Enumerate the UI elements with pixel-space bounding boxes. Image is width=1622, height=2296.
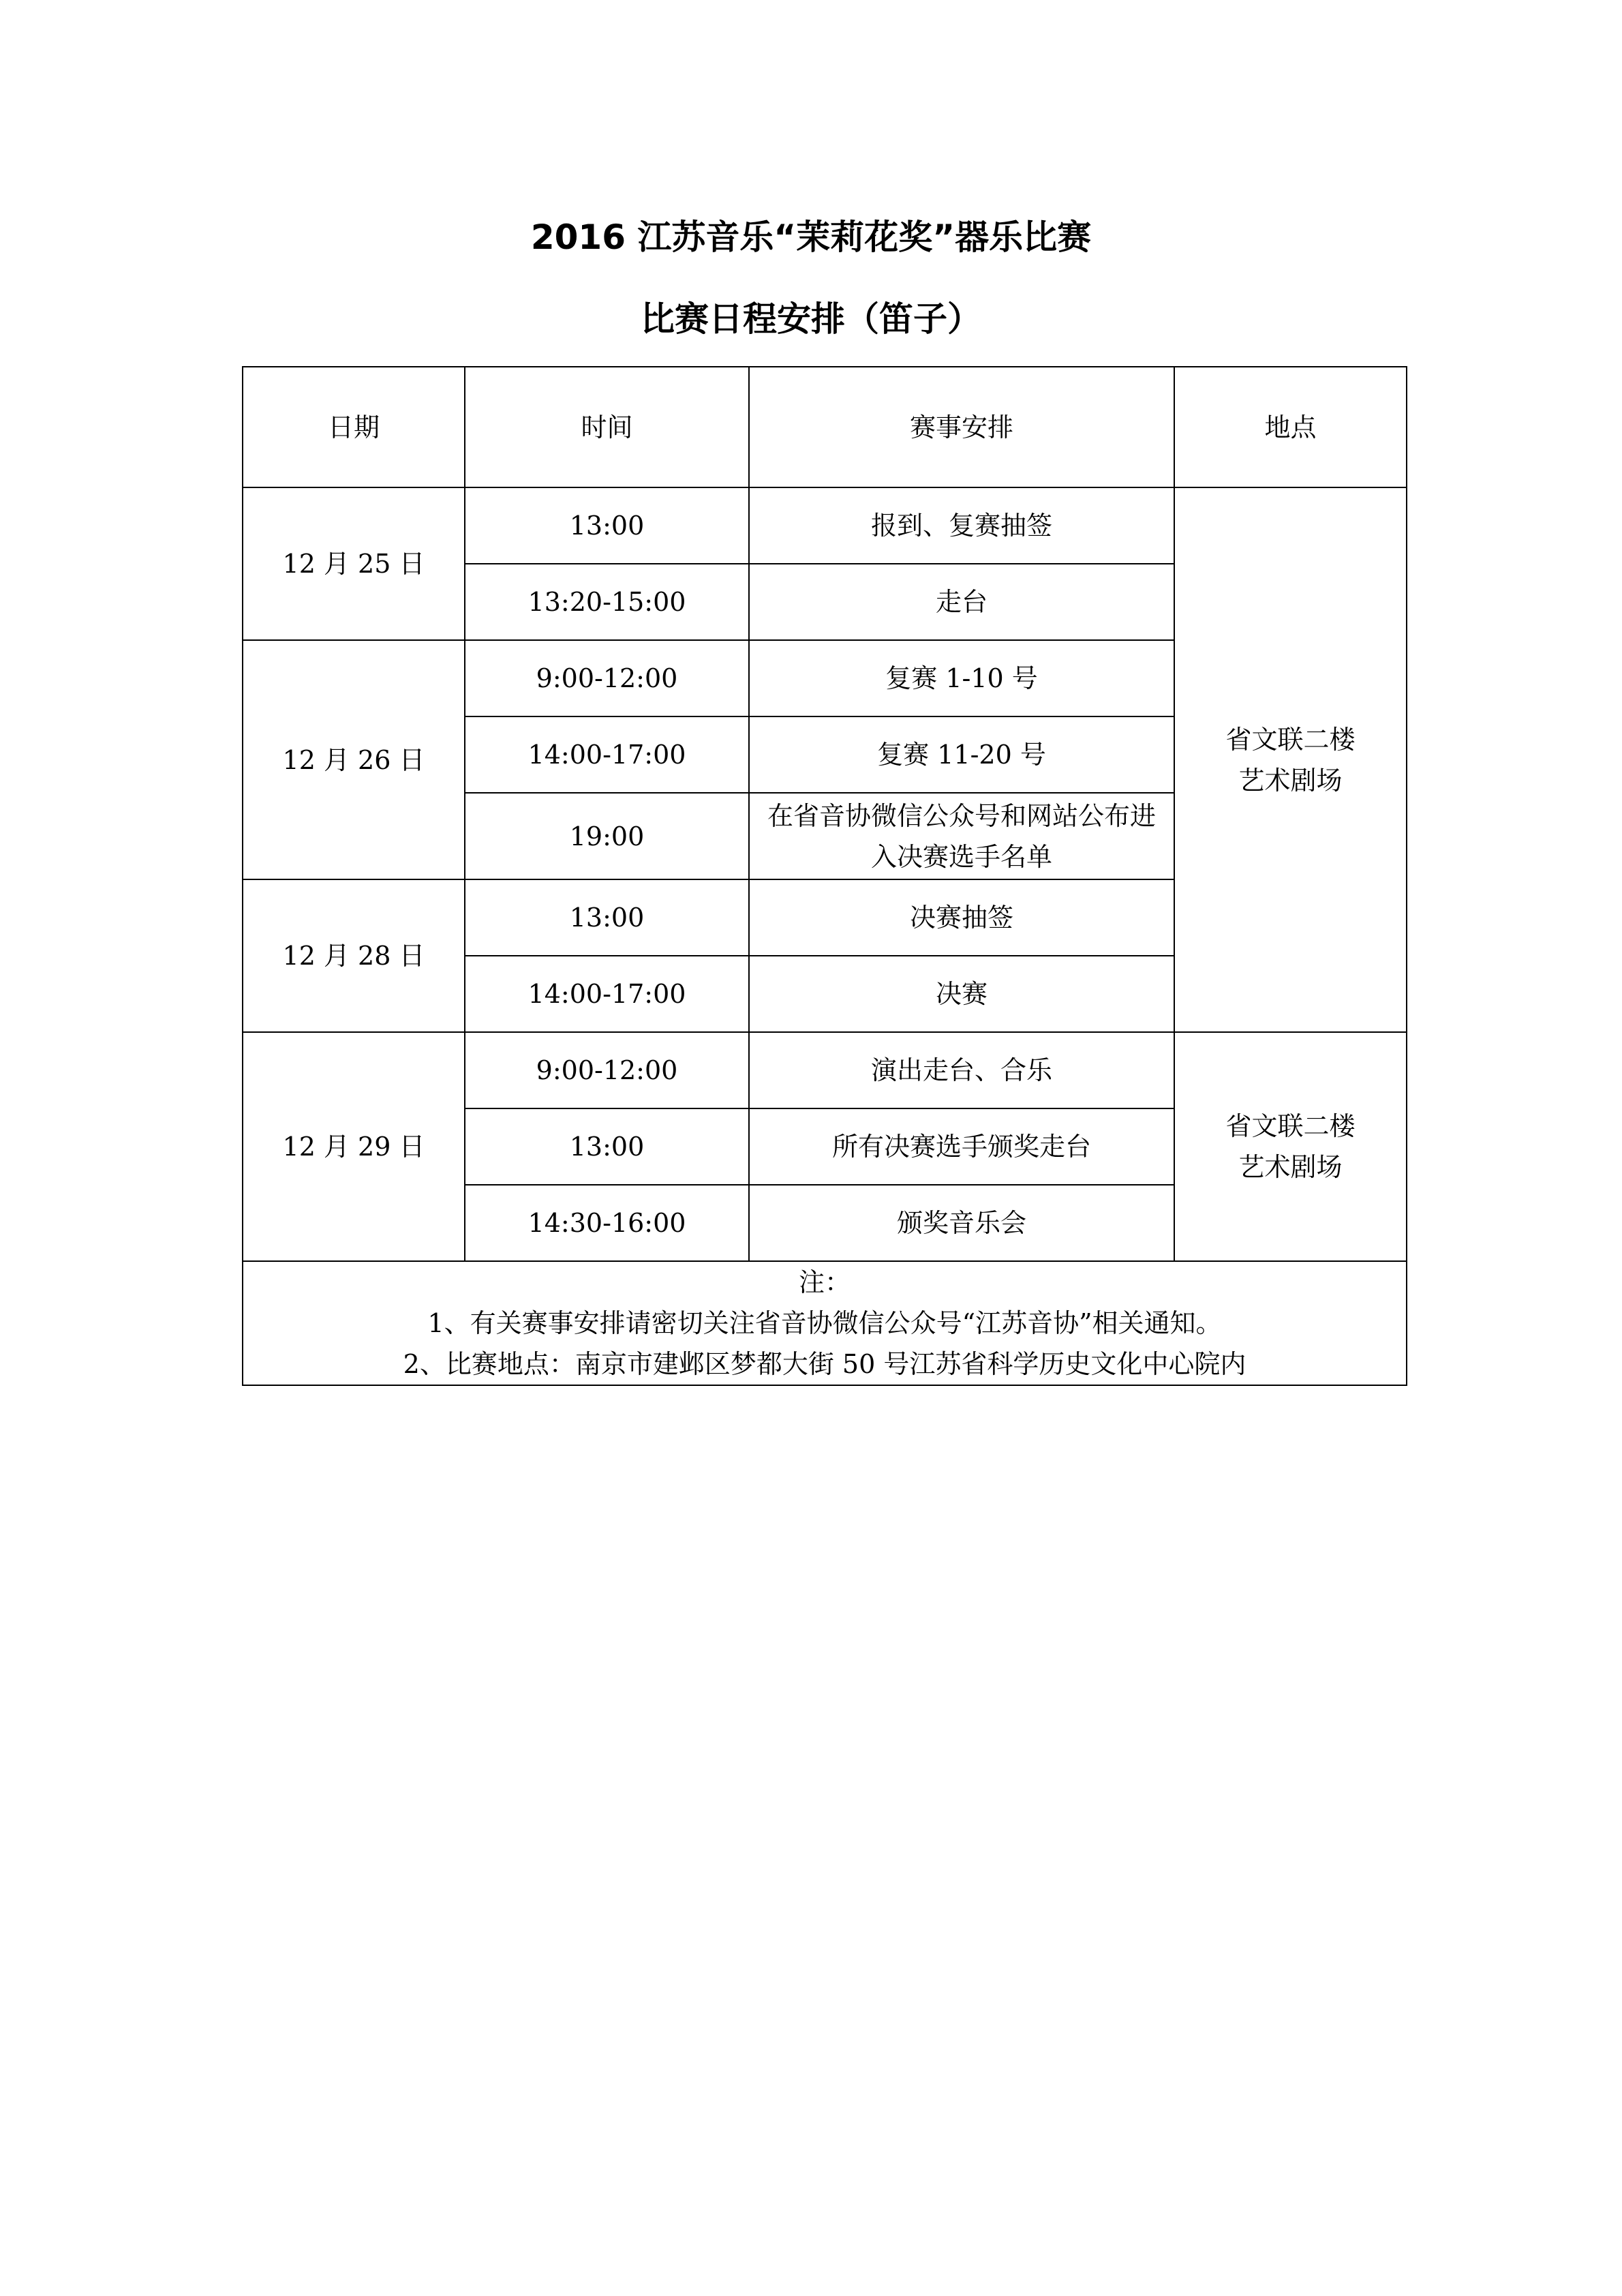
event-cell: 在省音协微信公众号和网站公布进入决赛选手名单 — [749, 793, 1174, 879]
time-cell: 9:00-12:00 — [465, 640, 749, 716]
note-item: 1、有关赛事安排请密切关注省音协微信公众号“江苏音协”相关通知。 — [427, 1308, 1222, 1338]
place-line: 省文联二楼 — [1225, 1111, 1356, 1141]
event-cell: 复赛 1-10 号 — [749, 640, 1174, 716]
event-cell: 演出走台、合乐 — [749, 1032, 1174, 1108]
event-cell: 决赛 — [749, 956, 1174, 1032]
time-cell: 13:20-15:00 — [465, 564, 749, 640]
event-cell: 颁奖音乐会 — [749, 1185, 1174, 1261]
page-title: 2016 江苏音乐“茉莉花奖”器乐比赛 — [530, 217, 1092, 257]
time-cell: 13:00 — [465, 879, 749, 956]
page-subtitle: 比赛日程安排（笛子） — [641, 299, 981, 339]
time-cell: 14:00-17:00 — [465, 956, 749, 1032]
place-line: 艺术剧场 — [1238, 765, 1343, 796]
place-line: 艺术剧场 — [1238, 1152, 1343, 1182]
schedule-table — [242, 366, 1407, 1386]
header-time: 时间 — [465, 367, 749, 487]
time-cell: 9:00-12:00 — [465, 1032, 749, 1108]
time-cell: 13:00 — [465, 487, 749, 564]
event-cell: 走台 — [749, 564, 1174, 640]
time-cell: 14:30-16:00 — [465, 1185, 749, 1261]
note-item: 2、比赛地点：南京市建邺区梦都大街 50 号江苏省科学历史文化中心院内 — [403, 1349, 1246, 1379]
place-cell — [1174, 487, 1407, 1032]
time-cell: 13:00 — [465, 1108, 749, 1185]
time-cell: 19:00 — [465, 793, 749, 879]
place-line: 省文联二楼 — [1225, 724, 1356, 755]
event-cell: 报到、复赛抽签 — [749, 487, 1174, 564]
date-cell: 12 月 25 日 — [243, 487, 465, 640]
date-cell: 12 月 26 日 — [243, 640, 465, 879]
notes-row — [243, 1261, 1407, 1385]
date-cell: 12 月 29 日 — [243, 1032, 465, 1261]
table-header-row — [243, 367, 1407, 487]
date-cell: 12 月 28 日 — [243, 879, 465, 1032]
table-row — [243, 1032, 1407, 1108]
place-cell — [1174, 1032, 1407, 1261]
event-cell: 决赛抽签 — [749, 879, 1174, 956]
event-cell: 所有决赛选手颁奖走台 — [749, 1108, 1174, 1185]
header-place: 地点 — [1174, 367, 1407, 487]
table-row — [243, 487, 1407, 564]
notes-label: 注： — [798, 1267, 851, 1297]
header-date: 日期 — [243, 367, 465, 487]
header-event: 赛事安排 — [749, 367, 1174, 487]
notes-cell — [243, 1261, 1407, 1385]
event-cell: 复赛 11-20 号 — [749, 716, 1174, 793]
time-cell: 14:00-17:00 — [465, 716, 749, 793]
